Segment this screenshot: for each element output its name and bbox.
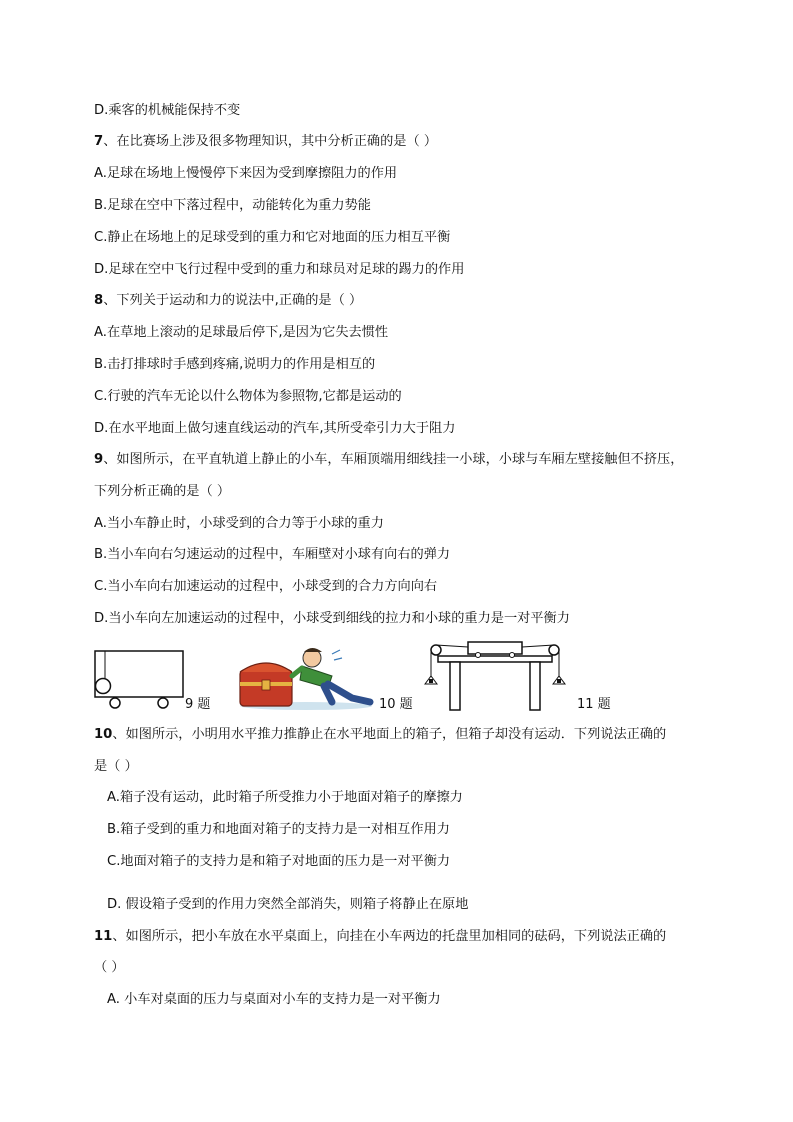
option-6d: D.乘客的机械能保持不变: [94, 103, 241, 118]
question-9: 9、如图所示，在平直轨道上静止的小车，车厢顶端用细线挂一小球，小球与车厢左壁接触但不挤压，: [94, 452, 684, 467]
option-8c: C.行驶的汽车无论以什么物体为参照物,它都是运动的: [94, 389, 402, 404]
option-9c: C.当小车向右加速运动的过程中，小球受到的合力方向向右: [94, 579, 438, 594]
option-10a: A.箱子没有运动，此时箱子所受推力小于地面对箱子的摩擦力: [107, 790, 463, 805]
option-7a: A.足球在场地上慢慢停下来因为受到摩擦阻力的作用: [94, 166, 398, 181]
option-9a: A.当小车静止时，小球受到的合力等于小球的重力: [94, 516, 384, 531]
weight-right: [557, 679, 561, 683]
question-number: 7: [94, 134, 104, 149]
pulley-left: [431, 645, 441, 655]
question-number: 8: [94, 293, 104, 308]
box-lock: [262, 680, 270, 690]
box-lid: [240, 663, 292, 672]
figure-11-table-pulleys: [420, 636, 570, 712]
question-8: 8、下列关于运动和力的说法中,正确的是（ ）: [94, 293, 363, 308]
option-9b: B.当小车向右匀速运动的过程中，车厢壁对小球有向右的弹力: [94, 547, 451, 562]
boy-hair: [304, 648, 322, 652]
option-8a: A.在草地上滚动的足球最后停下,是因为它失去惯性: [94, 325, 389, 340]
string-left: [436, 645, 468, 647]
pulley-right: [549, 645, 559, 655]
question-7: 7、在比赛场上涉及很多物理知识，其中分析正确的是（ ）: [94, 134, 438, 149]
option-7c: C.静止在场地上的足球受到的重力和它对地面的压力相互平衡: [94, 230, 451, 245]
caption-fig9: 9 题: [185, 697, 211, 712]
question-number: 11: [94, 929, 113, 944]
question-11-cont: （ ）: [94, 960, 125, 975]
figure-10-push-box: [236, 640, 378, 712]
option-9d: D.当小车向左加速运动的过程中，小球受到细线的拉力和小球的重力是一对平衡力: [94, 611, 570, 626]
option-7d: D.足球在空中飞行过程中受到的重力和球员对足球的踢力的作用: [94, 262, 465, 277]
caption-fig11: 11 题: [577, 697, 611, 712]
option-8b: B.击打排球时手感到疼痛,说明力的作用是相互的: [94, 357, 376, 372]
option-10c: C.地面对箱子的支持力是和箱子对地面的压力是一对平衡力: [107, 854, 451, 869]
table-top: [438, 656, 552, 662]
sweat-marks: [332, 650, 342, 660]
option-10d: D. 假设箱子受到的作用力突然全部消失，则箱子将静止在原地: [107, 897, 469, 912]
option-10b: B.箱子受到的重力和地面对箱子的支持力是一对相互作用力: [107, 822, 450, 837]
string-right: [522, 645, 554, 647]
option-11a: A. 小车对桌面的压力与桌面对小车的支持力是一对平衡力: [107, 992, 441, 1007]
question-11: 11、如图所示，把小车放在水平桌面上，向挂在小车两边的托盘里加相同的砝码，下列说法正确的: [94, 929, 667, 944]
option-8d: D.在水平地面上做匀速直线运动的汽车,其所受牵引力大于阻力: [94, 421, 456, 436]
weight-left: [429, 679, 433, 683]
ball: [96, 679, 111, 694]
cart-wheel: [476, 653, 481, 658]
table-leg-right: [530, 662, 540, 710]
wheel-left: [110, 698, 120, 708]
cart: [468, 642, 522, 654]
table-leg-left: [450, 662, 460, 710]
option-7b: B.足球在空中下落过程中，动能转化为重力势能: [94, 198, 371, 213]
caption-fig10: 10 题: [379, 697, 413, 712]
cart-wheel: [510, 653, 515, 658]
question-number: 9: [94, 452, 104, 467]
figure-9-cart: [93, 648, 185, 710]
question-10-cont: 是（ ）: [94, 759, 138, 774]
wheel-right: [158, 698, 168, 708]
question-number: 10: [94, 727, 113, 742]
question-9-cont: 下列分析正确的是（ ）: [94, 484, 231, 499]
question-10: 10、如图所示，小明用水平推力推静止在水平地面上的箱子，但箱子却没有运动．下列说法正确的: [94, 727, 667, 742]
